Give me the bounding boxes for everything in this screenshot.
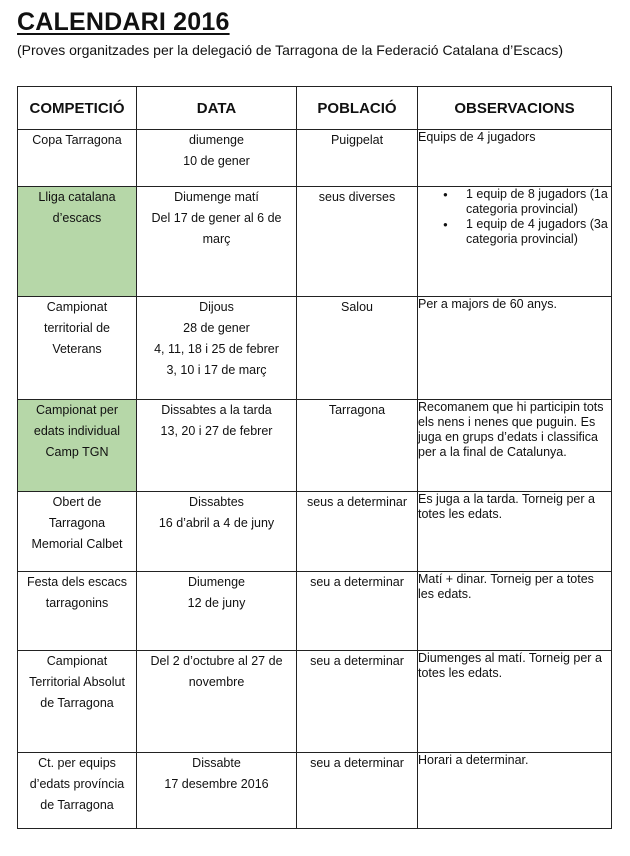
cell-data [137,130,297,187]
cell-line: de Tarragona [40,798,114,812]
cell-poblacio: seu a determinar [297,753,418,829]
cell-line: Territorial Absolut [29,675,125,689]
cell-line: 10 de gener [183,154,250,168]
cell-line: 16 d’abril a 4 de juny [158,516,275,530]
page-title: CALENDARI 2016 [17,8,230,36]
cell-line: edats individual [33,424,121,438]
cell-line: 12 de juny [187,596,246,610]
cell-poblacio: seu a determinar [297,572,418,651]
calendar-table [17,86,612,829]
cell-line: Camp TGN [45,445,109,459]
table-row [18,400,612,492]
cell-competicio [18,651,137,753]
table-row [18,572,612,651]
cell-data [137,572,297,651]
cell-line: Campionat [46,300,108,314]
cell-observacions: Per a majors de 60 anys. [418,297,612,400]
cell-line: Campionat [46,654,108,668]
cell-observacions [418,187,612,297]
cell-data [137,187,297,297]
cell-observacions: Es juga a la tarda. Torneig per a totes les edats. [418,492,612,572]
cell-competicio [18,572,137,651]
cell-line: Del 2 d’octubre al 27 de [150,654,283,668]
cell-poblacio: seus diverses [297,187,418,297]
table-row [18,753,612,829]
cell-line: d’edats província [29,777,125,791]
cell-line: d’escacs [52,211,102,225]
cell-line: Veterans [52,342,102,356]
header-competicio: COMPETICIÓ [18,87,137,130]
cell-observacions: Equips de 4 jugadors [418,130,612,187]
cell-line: Dijous [199,300,234,314]
cell-line: diumenge [189,133,244,147]
cell-data [137,400,297,492]
header-data: DATA [137,87,297,130]
list-item: ● 1 equip de 8 jugadors (1a categoria provincial) [418,187,611,217]
cell-line: Ct. per equips [38,756,116,770]
cell-line: Campionat per [36,403,118,417]
cell-data [137,492,297,572]
cell-poblacio: Tarragona [297,400,418,492]
header-observacions: OBSERVACIONS [418,87,612,130]
header-poblacio: POBLACIÓ [297,87,418,130]
cell-line: 3, 10 i 17 de març [166,363,267,377]
cell-data [137,753,297,829]
cell-line: Dissabtes a la tarda [161,403,272,417]
cell-observacions: Horari a determinar. [418,753,612,829]
cell-line: Copa Tarragona [32,133,122,147]
cell-line: 4, 11, 18 i 25 de febrer [154,342,279,356]
table-row [18,187,612,297]
cell-competicio [18,753,137,829]
table-row [18,130,612,187]
cell-data [137,651,297,753]
cell-observacions: Recomanem que hi participin tots els nens i nenes que puguin. Es juga en grups d’edats i classifica per a la final de Catalunya. [418,400,612,492]
cell-observacions: Matí + dinar. Torneig per a totes les edats. [418,572,612,651]
cell-poblacio: Puigpelat [297,130,418,187]
cell-line: novembre [188,675,245,689]
table-row [18,651,612,753]
observacions-list [418,187,611,247]
table-row [18,297,612,400]
cell-line: 17 desembre 2016 [164,777,269,791]
cell-competicio [18,187,137,297]
cell-poblacio: seu a determinar [297,651,418,753]
cell-line: Memorial Calbet [31,537,123,551]
page-subtitle: (Proves organitzades per la delegació de Tarragona de la Federació Catalana d’Escacs) [17,42,564,58]
cell-line: de Tarragona [40,696,114,710]
cell-line: territorial de [44,321,110,335]
cell-line: Lliga catalana [38,190,116,204]
cell-competicio [18,492,137,572]
cell-poblacio: seus a determinar [297,492,418,572]
cell-data [137,297,297,400]
table-header-row [18,87,612,130]
cell-line: Diumenge [188,575,245,589]
cell-competicio [18,130,137,187]
cell-line: Dissabte [192,756,241,770]
cell-competicio [18,400,137,492]
cell-observacions: Diumenges al matí. Torneig per a totes les edats. [418,651,612,753]
cell-line: Dissabtes [189,495,244,509]
cell-line: 13, 20 i 27 de febrer [160,424,273,438]
cell-line: Tarragona [48,516,106,530]
cell-line: Diumenge matí [174,190,259,204]
cell-line: març [202,232,231,246]
cell-line: Del 17 de gener al 6 de [151,211,282,225]
list-item: ● 1 equip de 4 jugadors (3a categoria provincial) [418,217,611,247]
table-row [18,492,612,572]
cell-line: Obert de [52,495,102,509]
cell-line: tarragonins [45,596,109,610]
cell-line: Festa dels escacs [26,575,128,589]
cell-poblacio: Salou [297,297,418,400]
cell-line: 28 de gener [183,321,250,335]
cell-competicio [18,297,137,400]
